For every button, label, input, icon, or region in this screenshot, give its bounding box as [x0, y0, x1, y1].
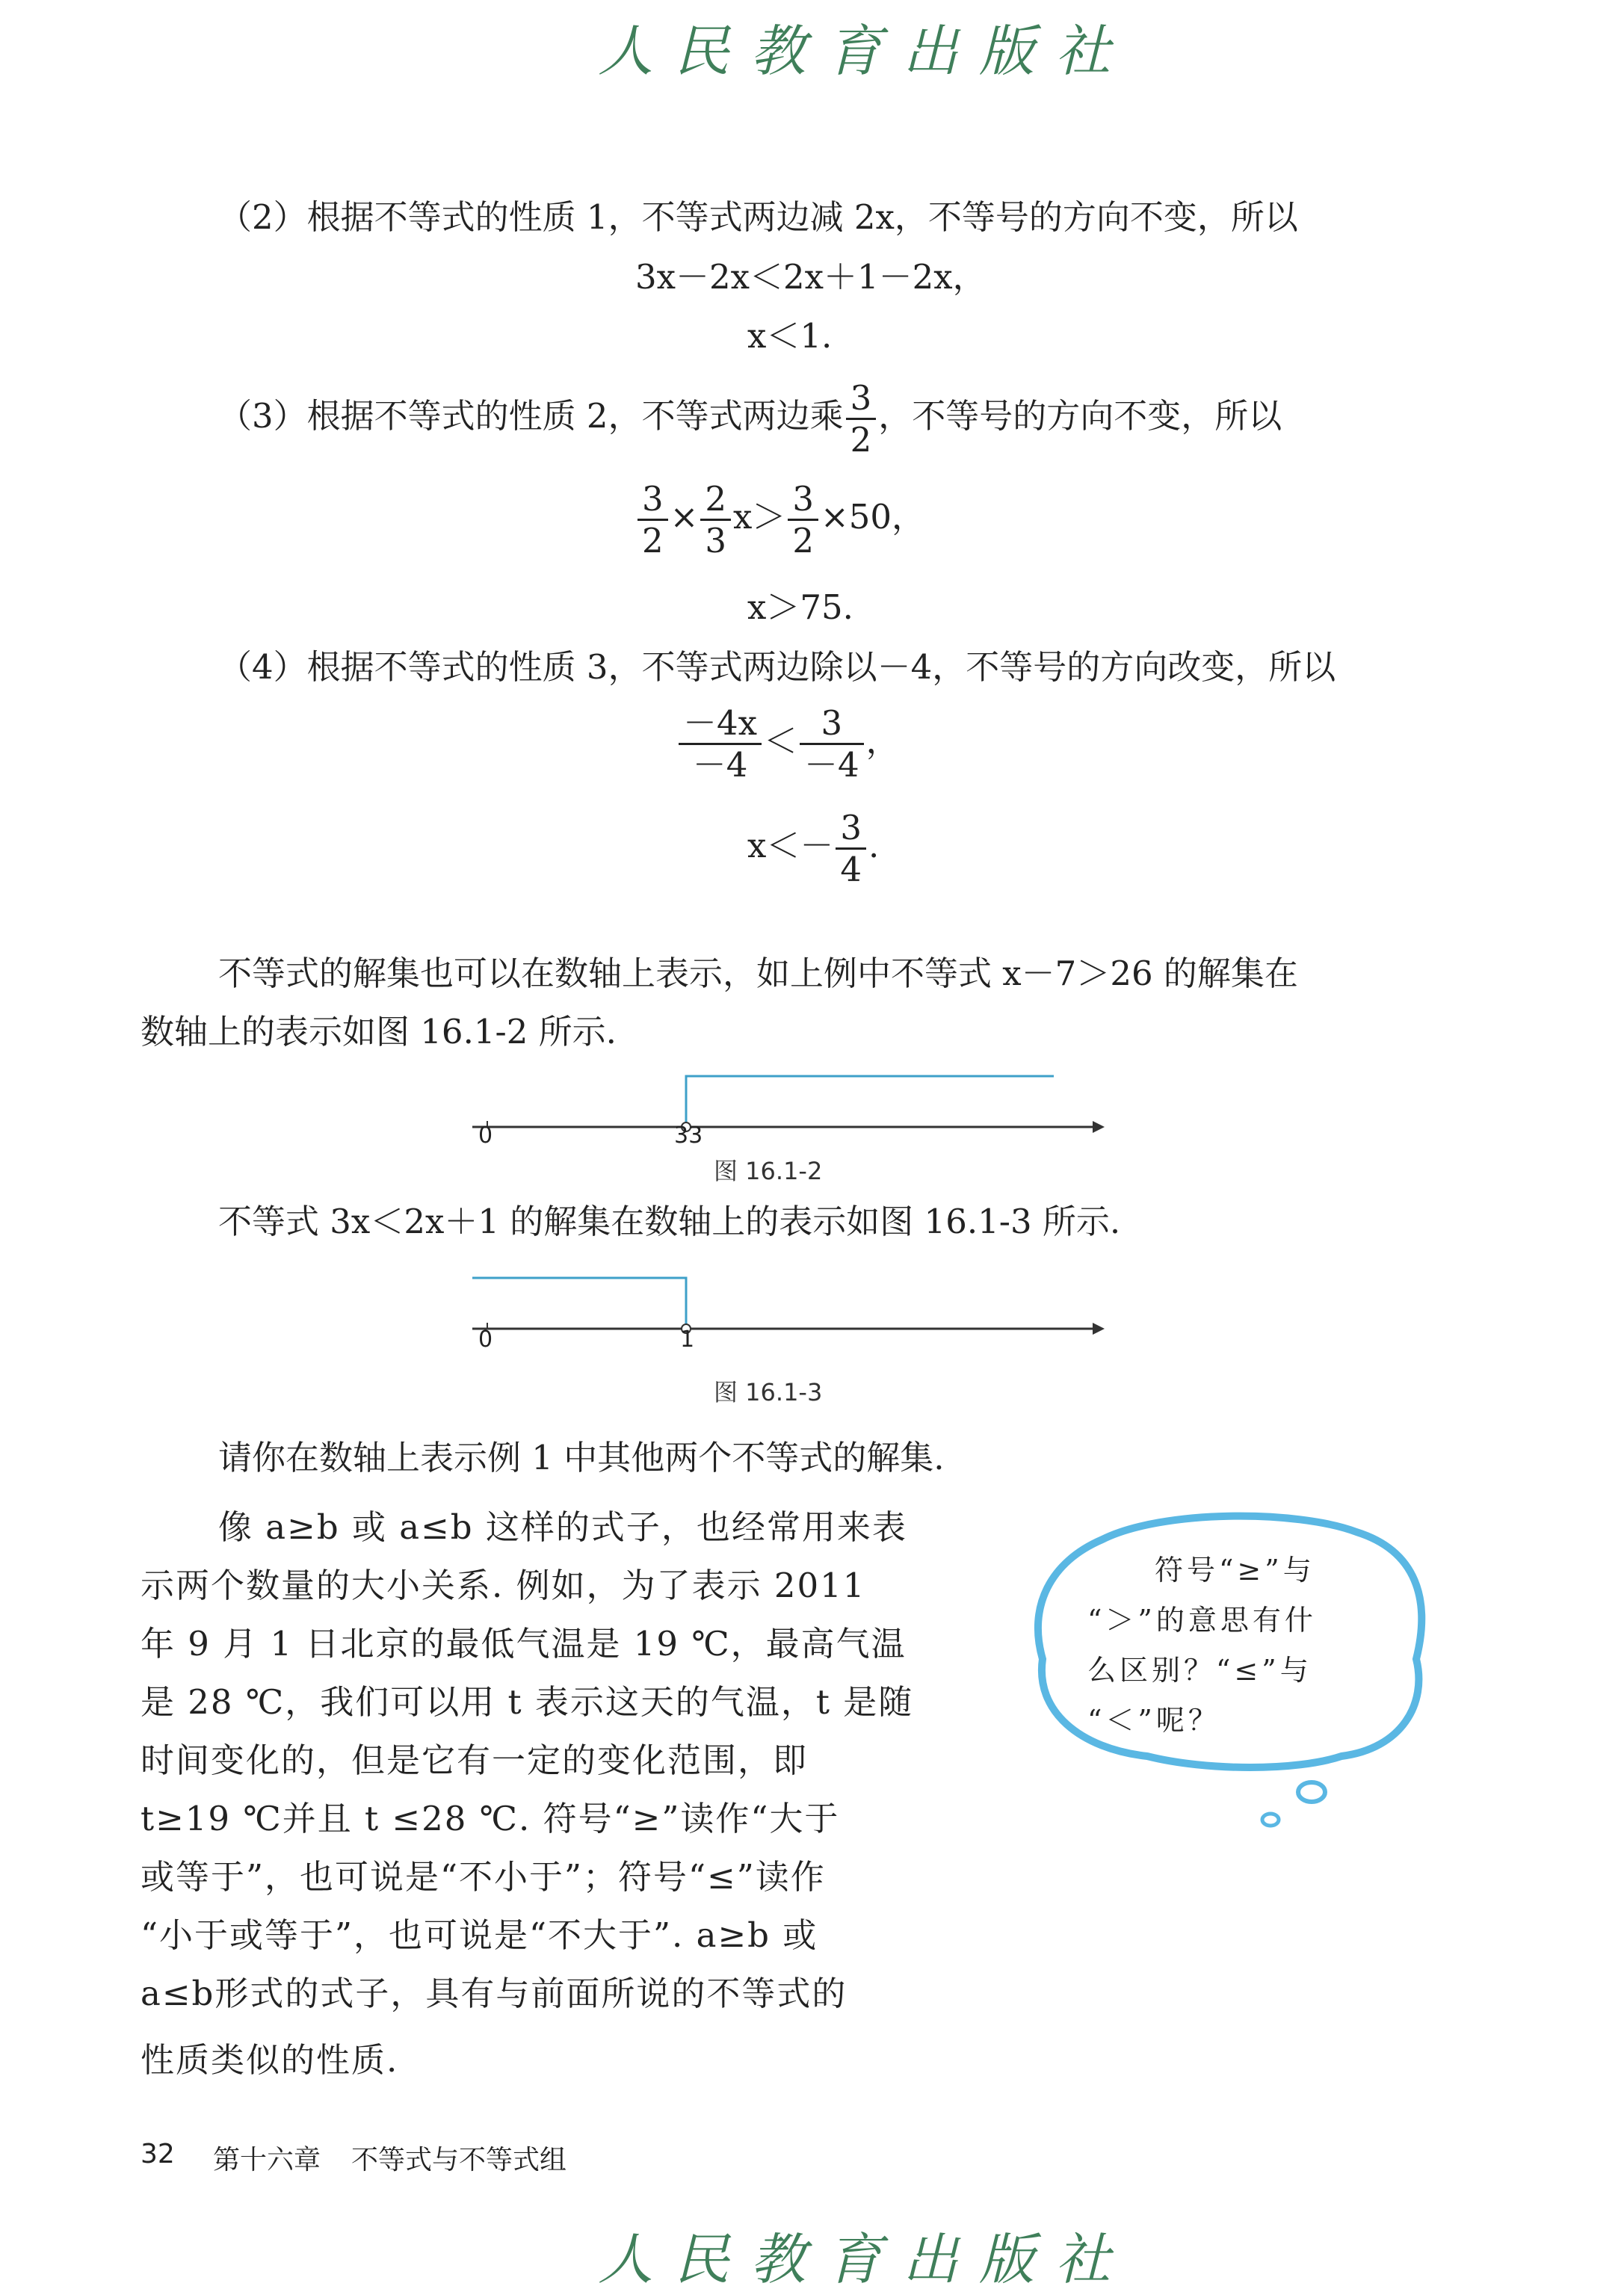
- part3-eq2: x＞75.: [747, 587, 853, 627]
- part4-eq2: [747, 808, 880, 889]
- body-line: “小于或等于”，也可说是“不大于”. a≥b 或: [141, 1915, 818, 1955]
- chapter-label: 第十六章: [213, 2145, 321, 2175]
- body-line: 年 9 月 1 日北京的最低气温是 19 ℃，最高气温: [141, 1624, 907, 1664]
- fraction: [846, 378, 877, 460]
- figure-caption: 图 16.1-2: [714, 1157, 823, 1185]
- figure2-text: 不等式 3x＜2x＋1 的解集在数轴上的表示如图 16.1-3 所示.: [218, 1202, 1121, 1241]
- part3-intro-tail: ，不等号的方向不变，所以: [878, 396, 1282, 436]
- bubble-dot-small: [1262, 1814, 1279, 1826]
- part3-intro-text: （3）根据不等式的性质 2，不等式两边乘: [218, 396, 844, 436]
- denominator: －4: [692, 745, 748, 785]
- part2-eq1: 3x－2x＜2x＋1－2x，: [635, 257, 987, 297]
- numerator: 3: [637, 482, 668, 521]
- fraction: [800, 703, 864, 785]
- tick-label-point: 1: [680, 1326, 695, 1353]
- number-line-figure-2: [463, 1263, 1106, 1353]
- body-line: t≥19 ℃并且 t ≤28 ℃. 符号“≥”读作“大于: [141, 1799, 840, 1838]
- part4-eq1: [676, 703, 900, 785]
- solution-ray: [472, 1278, 686, 1324]
- denominator: －4: [804, 745, 859, 785]
- part2-intro: （2）根据不等式的性质 1，不等式两边减 2x，不等号的方向不变，所以: [218, 197, 1298, 237]
- publisher-logo-bottom: 人民教育出版社: [598, 2228, 1131, 2292]
- denominator: 2: [792, 521, 815, 560]
- body-line: 像 a≥b 或 a≤b 这样的式子，也经常用来表: [218, 1507, 907, 1547]
- numerator: 3: [788, 482, 818, 521]
- part4-intro: （4）根据不等式的性质 3，不等式两边除以－4，不等号的方向改变，所以: [218, 647, 1336, 687]
- body-line: 是 28 ℃，我们可以用 t 表示这天的气温，t 是随: [141, 1682, 914, 1722]
- denominator: 4: [840, 850, 862, 889]
- figure-caption: 图 16.1-3: [714, 1378, 823, 1406]
- bubble-dot-large: [1298, 1782, 1325, 1802]
- fraction: [788, 479, 818, 560]
- numerator: 3: [836, 811, 866, 850]
- tick-label-point: 33: [674, 1122, 703, 1149]
- number-line-figure-1: [463, 1061, 1106, 1151]
- numberline-text-line2: 数轴上的表示如图 16.1-2 所示.: [141, 1012, 617, 1051]
- page-number: 32: [141, 2139, 175, 2169]
- axis-arrow: [1093, 1121, 1105, 1133]
- tick-label-zero: 0: [478, 1122, 493, 1149]
- part2-eq2: x＜1.: [747, 316, 833, 356]
- publisher-logo: 人民教育出版社: [598, 19, 1131, 84]
- bubble-line: 么区别？“≤”与: [1087, 1654, 1312, 1687]
- body-line: 性质类似的性质.: [141, 2040, 399, 2080]
- eq-mid: x＞: [733, 497, 786, 537]
- fraction: [700, 479, 731, 560]
- denominator: 2: [642, 521, 664, 560]
- solution-ray: [686, 1076, 1054, 1122]
- body-line: 时间变化的，但是它有一定的变化范围，即: [141, 1740, 809, 1780]
- numerator: 2: [700, 482, 731, 521]
- bubble-line: “＞”的意思有什: [1087, 1604, 1317, 1637]
- times-sign: ×: [670, 497, 699, 537]
- denominator: 2: [850, 420, 872, 460]
- eq-end: ，: [865, 721, 900, 761]
- part3-eq1: [635, 479, 925, 560]
- body-line: 示两个数量的大小关系. 例如，为了表示 2011: [141, 1566, 866, 1605]
- fraction: [836, 808, 866, 889]
- eq-end: .: [868, 826, 880, 865]
- eq-start: x＜－: [747, 826, 834, 865]
- numerator: －4x: [679, 706, 762, 745]
- less-than-sign: ＜: [764, 721, 798, 761]
- body-line: 或等于”，也可说是“不小于”；符号“≤”读作: [141, 1857, 826, 1897]
- bubble-line: 符号“≥”与: [1155, 1554, 1315, 1587]
- bubble-line: “＜”呢？: [1087, 1704, 1220, 1737]
- fraction: [679, 703, 762, 785]
- axis-arrow: [1093, 1323, 1105, 1335]
- numerator: 3: [800, 706, 864, 745]
- numberline-text-line1: 不等式的解集也可以在数轴上表示，如上例中不等式 x－7＞26 的解集在: [218, 954, 1298, 993]
- denominator: 3: [705, 521, 726, 560]
- tick-label-zero: 0: [478, 1326, 493, 1353]
- chapter-title: 不等式与不等式组: [351, 2145, 567, 2175]
- exercise-text: 请你在数轴上表示例 1 中其他两个不等式的解集.: [218, 1438, 945, 1477]
- numerator: 3: [846, 381, 877, 420]
- part3-intro: [218, 378, 1282, 460]
- fraction: [637, 479, 668, 560]
- eq-end: ×50，: [821, 497, 925, 537]
- body-line: a≤b形式的式子，具有与前面所说的不等式的: [141, 1974, 847, 2013]
